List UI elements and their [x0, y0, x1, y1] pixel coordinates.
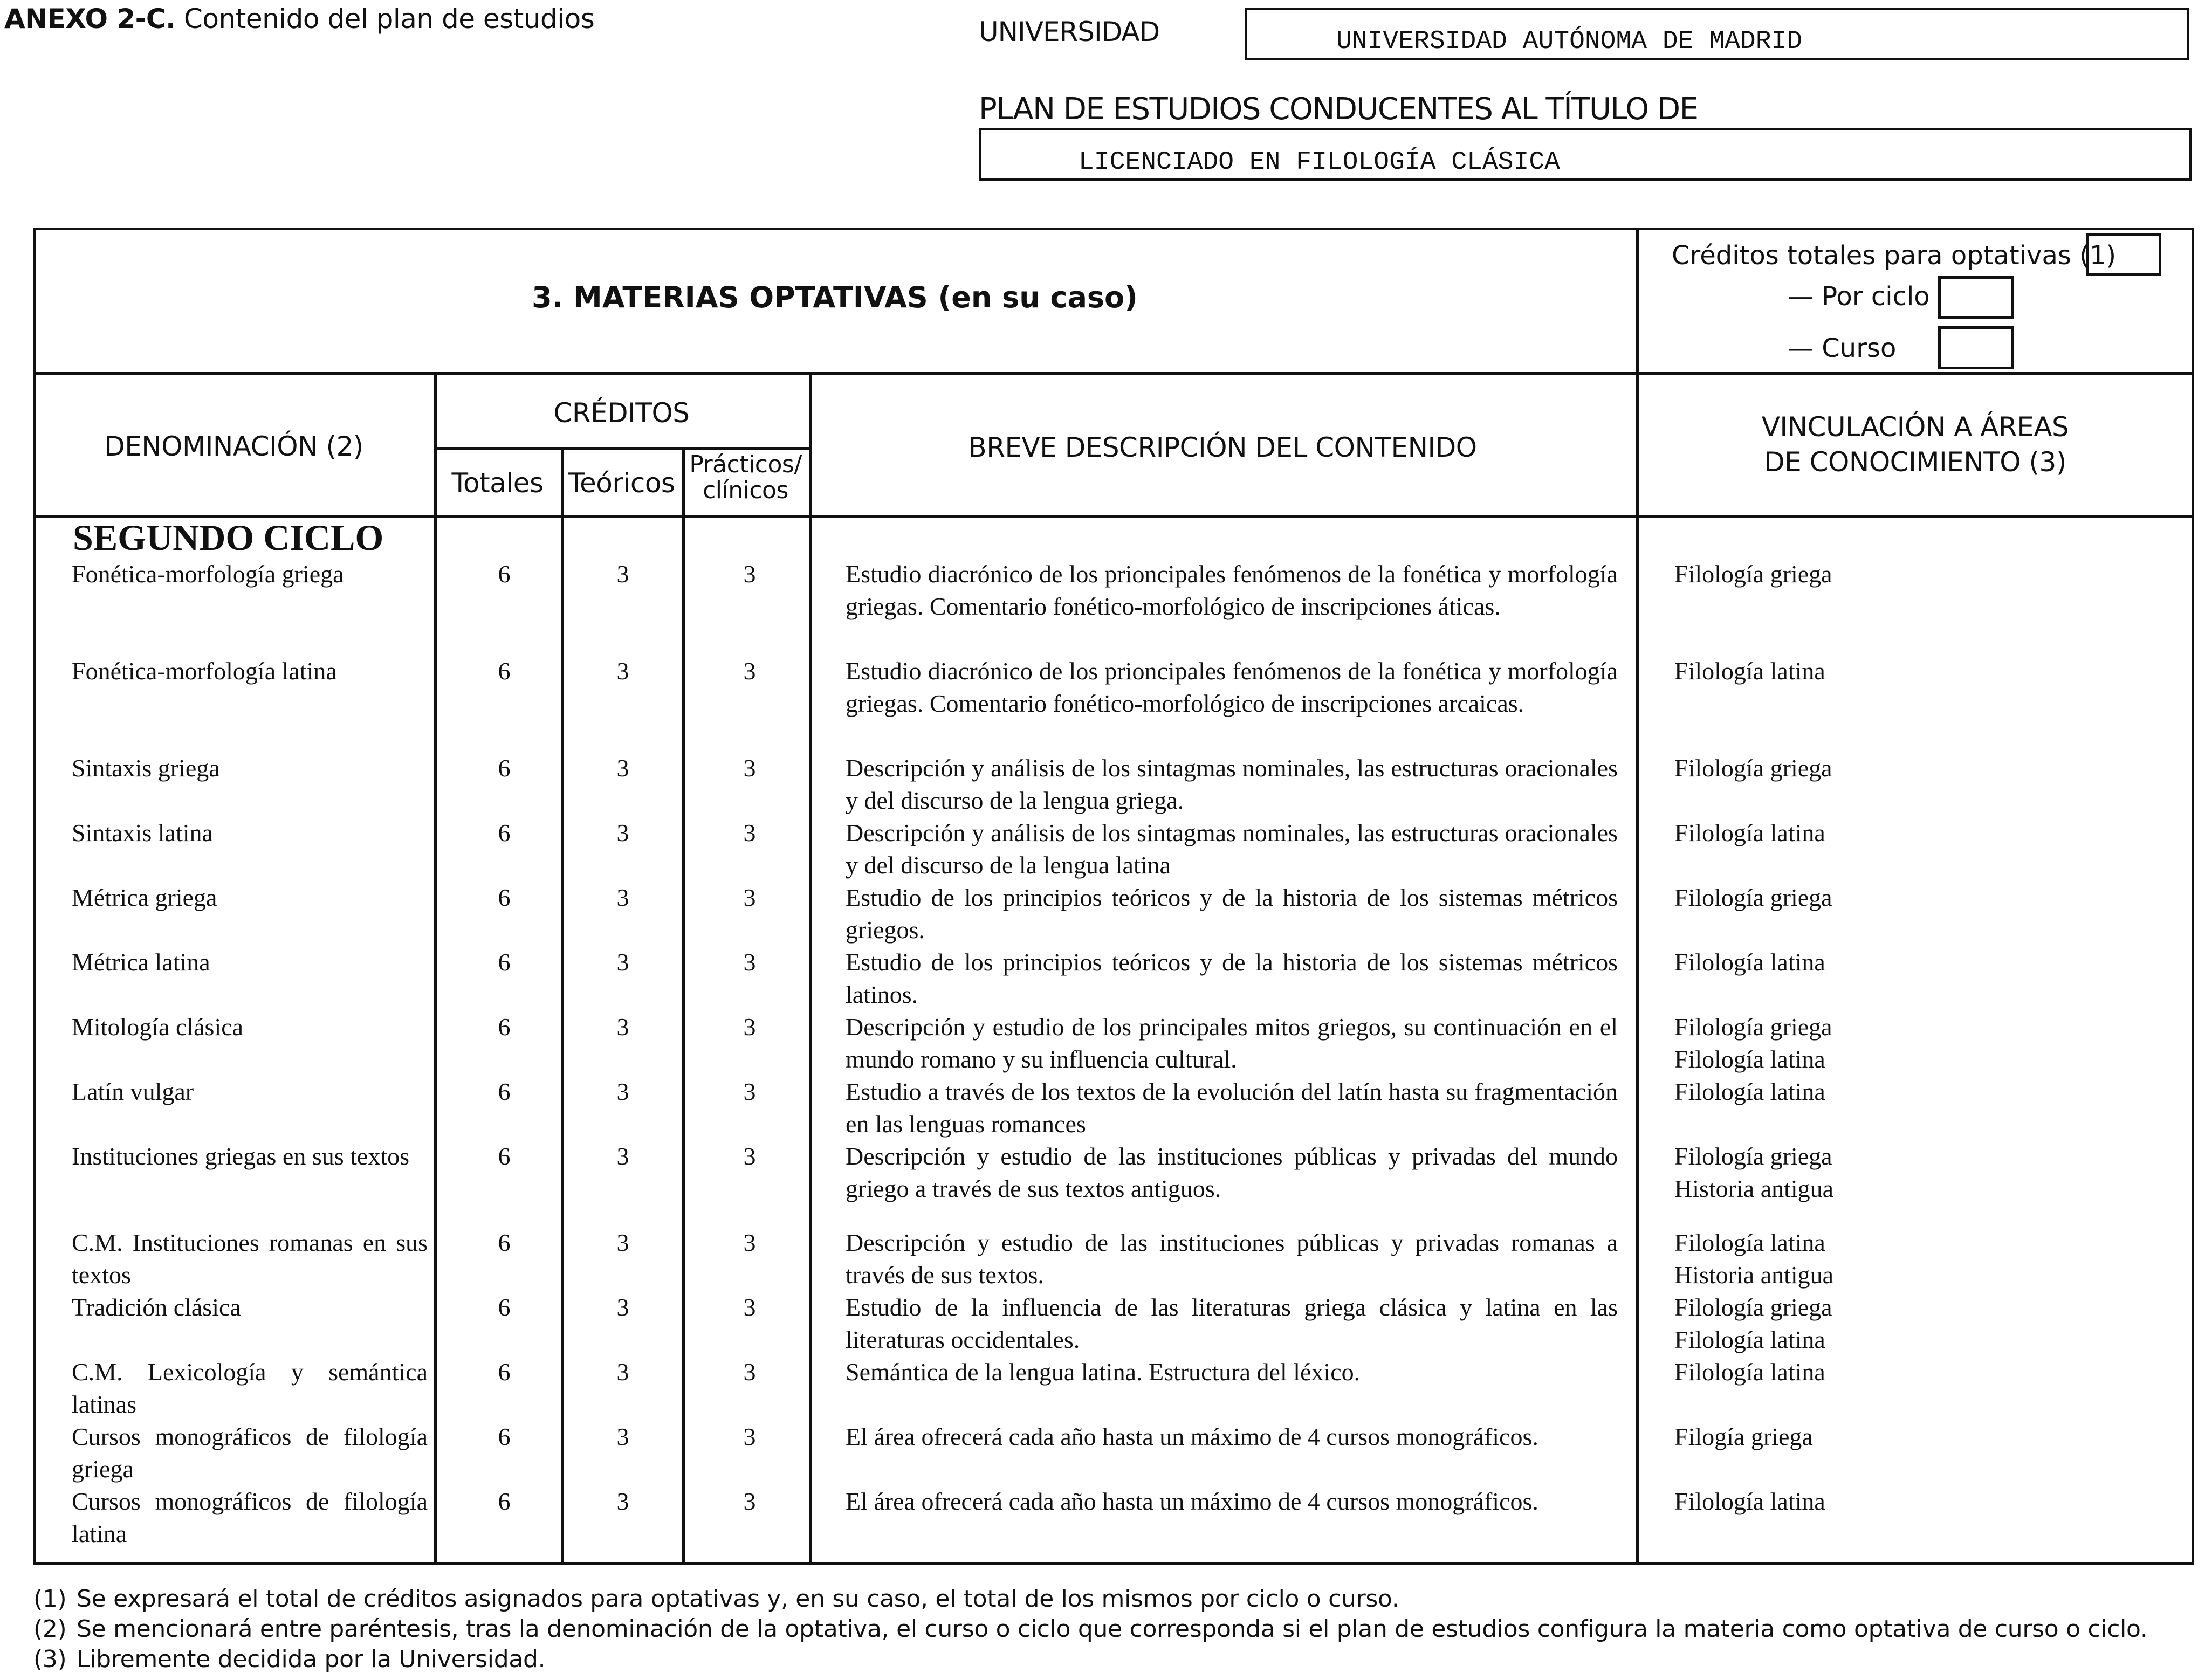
knowledge-area-primary: Filología griega: [1674, 1142, 1832, 1170]
knowledge-area: [1674, 1291, 2160, 1356]
col-header-credits: CRÉDITOS: [553, 397, 690, 429]
table-row: [0, 655, 2205, 717]
knowledge-area-primary: Filología griega: [1674, 1293, 1832, 1321]
credits-total-label: Créditos totales para optativas (1): [1672, 240, 2117, 271]
footnote-number: (1): [33, 1585, 67, 1613]
course-description: Descripción y análisis de los sintagmas nominales, las estructuras oracionales y del discurso de la lengua latina: [846, 819, 1618, 879]
credits-theory: 3: [616, 1423, 629, 1450]
university-label: UNIVERSIDAD: [979, 16, 1160, 47]
knowledge-area: [1674, 1227, 2160, 1291]
table-divider: [682, 447, 685, 1565]
plan-label: PLAN DE ESTUDIOS CONDUCENTES AL TÍTULO DE: [979, 92, 1698, 127]
credits-practice: 3: [743, 884, 756, 911]
course-name: Cursos monográficos de filología latina: [72, 1488, 428, 1547]
credits-total: 6: [498, 1142, 511, 1170]
knowledge-area: [1674, 1485, 2160, 1518]
knowledge-area-primary: Filología griega: [1674, 1013, 1832, 1041]
table-divider: [434, 447, 809, 450]
course-name: Métrica griega: [72, 884, 217, 911]
credits-practice: 3: [743, 754, 756, 782]
per-course-field[interactable]: [1938, 326, 2014, 369]
table-row: [0, 752, 2205, 814]
credits-practice: 3: [743, 1488, 756, 1515]
knowledge-area-secondary: Historia antigua: [1674, 1175, 1834, 1202]
credits-total: 6: [498, 819, 511, 846]
course-name: Métrica latina: [72, 948, 210, 976]
credits-total: 6: [498, 884, 511, 911]
knowledge-area: [1674, 1421, 2160, 1453]
col-header-practice: [682, 452, 809, 503]
table-divider: [809, 372, 812, 1565]
knowledge-area: [1674, 946, 2160, 979]
credits-total: 6: [498, 1293, 511, 1321]
credits-total-field[interactable]: [2086, 233, 2161, 276]
credits-practice: 3: [743, 1142, 756, 1170]
credits-practice: 3: [743, 1293, 756, 1321]
col-header-theory: Teóricos: [568, 467, 675, 499]
course-description: Estudio a través de los textos de la evolución del latín hasta su fragmentación en las lenguas romances: [846, 1078, 1618, 1138]
course-name: C.M. Lexicología y semántica latinas: [72, 1358, 428, 1418]
footnote: [33, 1645, 545, 1673]
degree-value: LICENCIADO EN FILOLOGÍA CLÁSICA: [1079, 148, 1560, 177]
knowledge-area: [1674, 882, 2160, 914]
credits-theory: 3: [616, 1142, 629, 1170]
footnote-number: (2): [33, 1615, 67, 1643]
footnote: [33, 1615, 2148, 1643]
credits-practice: 3: [743, 1229, 756, 1256]
footnote-text: Libremente decidida por la Universidad.: [77, 1645, 546, 1673]
knowledge-area-primary: Filología latina: [1674, 1358, 1825, 1386]
credits-theory: 3: [616, 657, 629, 685]
credits-practice: 3: [743, 1013, 756, 1041]
knowledge-area: [1674, 1356, 2160, 1388]
knowledge-area-primary: Filología latina: [1674, 657, 1825, 685]
credits-theory: 3: [616, 1488, 629, 1515]
credits-total: 6: [498, 1229, 511, 1256]
course-name: Sintaxis latina: [72, 819, 213, 846]
course-name: Mitología clásica: [72, 1013, 244, 1041]
footnote: [33, 1585, 1399, 1613]
table-divider: [33, 372, 2194, 375]
credits-practice: 3: [743, 819, 756, 846]
annex-text: Contenido del plan de estudios: [184, 3, 595, 35]
table-row: [0, 558, 2205, 620]
credits-practice: 3: [743, 1358, 756, 1386]
knowledge-area-primary: Filología griega: [1674, 560, 1832, 588]
credits-theory: 3: [616, 819, 629, 846]
knowledge-area-secondary: Filología latina: [1674, 1045, 1825, 1073]
annex-heading: [4, 3, 594, 35]
knowledge-area-primary: Filología latina: [1674, 1078, 1825, 1105]
knowledge-area-primary: Filología griega: [1674, 884, 1832, 911]
course-description: Descripción y análisis de los sintagmas nominales, las estructuras oracionales y del discurso de la lengua griega.: [846, 754, 1618, 814]
credits-total: 6: [498, 1358, 511, 1386]
table-divider: [434, 372, 437, 1565]
knowledge-area: [1674, 1011, 2160, 1076]
credits-total: 6: [498, 1078, 511, 1105]
knowledge-area: [1674, 1140, 2160, 1205]
per-cycle-field[interactable]: [1938, 276, 2014, 319]
course-name: C.M. Instituciones romanas en sus textos: [72, 1229, 428, 1289]
knowledge-area-primary: Filología latina: [1674, 1229, 1825, 1256]
credits-theory: 3: [616, 1358, 629, 1386]
course-name: Tradición clásica: [72, 1293, 241, 1321]
credits-theory: 3: [616, 1013, 629, 1041]
credits-total: 6: [498, 1013, 511, 1041]
course-description: Estudio diacrónico de los prioncipales fenómenos de la fonética y morfología griegas. Comentario fonético-morfológico de inscripciones áticas.: [846, 560, 1618, 620]
course-name: Latín vulgar: [72, 1078, 194, 1105]
col-header-area: [1636, 410, 2194, 480]
credits-theory: 3: [616, 1229, 629, 1256]
knowledge-area-primary: Filología latina: [1674, 948, 1825, 976]
cycle-heading: SEGUNDO CICLO: [73, 517, 384, 558]
col-header-practice-line1: Prácticos/: [689, 451, 802, 478]
table-row: [0, 1485, 2205, 1547]
per-cycle-label: — Por ciclo: [1788, 281, 1930, 312]
table-row: [0, 1356, 2205, 1418]
table-row: [0, 1140, 2205, 1202]
table-row: [0, 1291, 2205, 1353]
col-header-name: DENOMINACIÓN (2): [104, 431, 363, 462]
credits-practice: 3: [743, 1078, 756, 1105]
knowledge-area-secondary: Filología latina: [1674, 1326, 1825, 1353]
course-description: El área ofrecerá cada año hasta un máximo de 4 cursos monográficos.: [846, 1488, 1538, 1515]
credits-total: 6: [498, 1488, 511, 1515]
credits-total: 6: [498, 754, 511, 782]
course-description: Descripción y estudio de las instituciones públicas y privadas romanas a través de sus textos.: [846, 1229, 1618, 1289]
knowledge-area-primary: Filología latina: [1674, 1488, 1825, 1515]
knowledge-area-primary: Filogía griega: [1674, 1423, 1813, 1450]
course-description: Descripción y estudio de las instituciones públicas y privadas del mundo griego a través de sus textos antiguos.: [846, 1142, 1618, 1202]
col-header-description: BREVE DESCRIPCIÓN DEL CONTENIDO: [968, 432, 1477, 463]
course-description: Semántica de la lengua latina. Estructura del léxico.: [846, 1358, 1361, 1386]
credits-practice: 3: [743, 948, 756, 976]
section-title: 3. MATERIAS OPTATIVAS (en su caso): [532, 280, 1138, 314]
course-description: Estudio de los principios teóricos y de la historia de los sistemas métricos griegos.: [846, 884, 1618, 944]
credits-practice: 3: [743, 560, 756, 588]
knowledge-area-secondary: Historia antigua: [1674, 1261, 1834, 1289]
table-row: [0, 946, 2205, 1008]
knowledge-area-primary: Filología griega: [1674, 754, 1832, 782]
per-course-label: — Curso: [1788, 333, 1897, 363]
annex-code: ANEXO 2-C.: [4, 3, 176, 35]
course-description: Estudio de la influencia de las literaturas griega clásica y latina en las literaturas occidentales.: [846, 1293, 1618, 1353]
credits-theory: 3: [616, 884, 629, 911]
credits-total: 6: [498, 657, 511, 685]
col-header-area-line2: DE CONOCIMIENTO (3): [1764, 446, 2066, 478]
footnote-number: (3): [33, 1645, 67, 1673]
knowledge-area: [1674, 817, 2160, 849]
course-description: Estudio diacrónico de los prioncipales fenómenos de la fonética y morfología griegas. Comentario fonético-morfológico de inscripciones arcaicas.: [846, 657, 1618, 717]
credits-practice: 3: [743, 1423, 756, 1450]
knowledge-area: [1674, 752, 2160, 784]
table-divider: [561, 447, 564, 1565]
credits-theory: 3: [616, 754, 629, 782]
credits-total: 6: [498, 560, 511, 588]
credits-theory: 3: [616, 560, 629, 588]
credits-total: 6: [498, 1423, 511, 1450]
col-header-total: Totales: [451, 467, 544, 499]
col-header-practice-line2: clínicos: [703, 476, 788, 504]
footnote-text: Se expresará el total de créditos asignados para optativas y, en su caso, el total de los mismos por ciclo o curso.: [77, 1585, 1399, 1613]
credits-theory: 3: [616, 1078, 629, 1105]
credits-practice: 3: [743, 657, 756, 685]
knowledge-area: [1674, 655, 2160, 687]
course-description: Estudio de los principios teóricos y de la historia de los sistemas métricos latinos.: [846, 948, 1618, 1008]
knowledge-area: [1674, 558, 2160, 590]
knowledge-area: [1674, 1076, 2160, 1108]
course-name: Sintaxis griega: [72, 754, 220, 782]
course-name: Fonética-morfología griega: [72, 560, 344, 588]
footnote-text: Se mencionará entre paréntesis, tras la denominación de la optativa, el curso o ciclo que corresponda si el plan de estudios configura la materia como optativa de curso o ciclo.: [77, 1615, 2148, 1643]
course-description: El área ofrecerá cada año hasta un máximo de 4 cursos monográficos.: [846, 1423, 1538, 1450]
course-name: Cursos monográficos de filología griega: [72, 1423, 428, 1483]
credits-theory: 3: [616, 948, 629, 976]
course-name: Fonética-morfología latina: [72, 657, 337, 685]
credits-theory: 3: [616, 1293, 629, 1321]
course-description: Descripción y estudio de los principales mitos griegos, su continuación en el mundo romano y su influencia cultural.: [846, 1013, 1618, 1073]
knowledge-area-primary: Filología latina: [1674, 819, 1825, 846]
course-name: Instituciones griegas en sus textos: [72, 1142, 410, 1170]
credits-total: 6: [498, 948, 511, 976]
col-header-area-line1: VINCULACIÓN A ÁREAS: [1761, 411, 2069, 443]
university-value: UNIVERSIDAD AUTÓNOMA DE MADRID: [1336, 27, 1803, 56]
